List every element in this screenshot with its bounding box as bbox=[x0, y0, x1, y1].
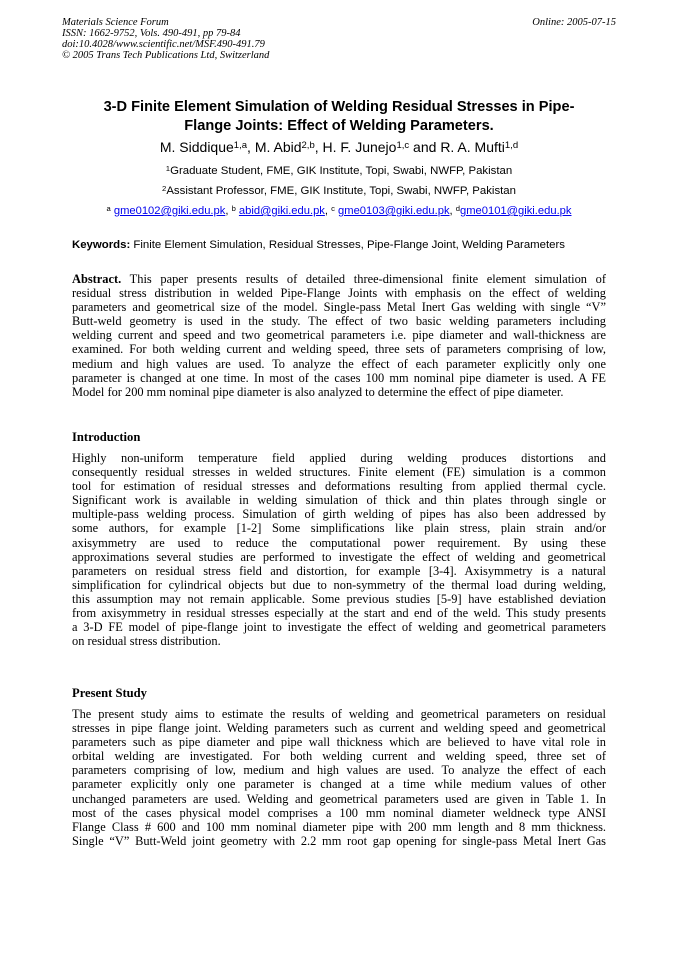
affiliation-marker: 2 bbox=[162, 183, 167, 193]
section-heading-introduction: Introduction bbox=[72, 430, 141, 444]
author-list bbox=[72, 137, 606, 157]
email-link[interactable]: gme0102@giki.edu.pk bbox=[113, 205, 226, 217]
paragraph-line: Highly non-uniform temperature field applied during welding produces distortions and bbox=[72, 451, 606, 465]
paragraph-line: approximations several studies are performed to investigate the effect of welding and geometrical bbox=[72, 549, 606, 564]
paragraph-line: this assumption may not remain applicable. Some previous studies [5-9] have established deviation bbox=[72, 591, 606, 606]
paragraph-line: stresses in pipe flange joint. Welding parameters such as current and welding speed and geometrical bbox=[72, 721, 606, 736]
email-link[interactable]: gme0103@giki.edu.pk bbox=[338, 205, 450, 217]
email-marker: a bbox=[106, 203, 111, 213]
affiliation-text: Graduate Student, FME, GIK Institute, Topi, Swabi, NWFP, Pakistan bbox=[170, 165, 513, 177]
doi-line: doi:10.4028/www.scientific.net/MSF.490-491.79 bbox=[62, 39, 265, 50]
abstract-line: Model for 200 mm nominal pipe diameter is also analyzed to determine the effect of pipe diameter. bbox=[72, 384, 564, 399]
online-date: Online: 2005-07-15 bbox=[532, 17, 616, 28]
introduction-paragraph bbox=[72, 451, 606, 648]
title-line: 3-D Finite Element Simulation of Welding Residual Stresses in Pipe- bbox=[103, 99, 575, 115]
author-separator: and bbox=[409, 139, 441, 155]
paragraph-line: Flange Class # 600 and 100 mm nominal diameter pipe with 200 mm length and 8 mm thickness. bbox=[72, 819, 606, 834]
affiliation-marker: 1 bbox=[165, 163, 171, 173]
paper-title bbox=[72, 98, 606, 136]
email-marker: c bbox=[331, 203, 335, 213]
paragraph-line: orbital welding are investigated. For both welding current and welding speed, three set of bbox=[72, 749, 606, 764]
paragraph-line: Significant work is available in welding simulation of thick and thin plates through single or bbox=[72, 493, 606, 508]
journal-header bbox=[62, 17, 269, 61]
abstract-line: welding current and speed and two geometrical parameters i.e. pipe diameter and wall-thickness are bbox=[72, 328, 606, 343]
paragraph-line: simplification for cylindrical objects but due to non-symmetry of the thermal load during welding, bbox=[72, 577, 606, 592]
paragraph-line: some authors, for example [1-2] Some simplifications like plain stress, plain strain and/or bbox=[72, 521, 606, 536]
paragraph-line: The present study aims to estimate the results of welding and geometrical parameters on residual bbox=[72, 707, 606, 721]
author-name: M. Abid bbox=[254, 139, 302, 155]
present-study-paragraph bbox=[72, 707, 606, 848]
issn-line: ISSN: 1662-9752, Vols. 490-491, pp 79-84 bbox=[62, 28, 241, 39]
abstract-line: Abstract. This paper presents results of detailed three-dimensional finite element simulation of bbox=[72, 272, 606, 286]
author-separator: , bbox=[314, 139, 323, 155]
author-affiliation-marker: 1,d bbox=[504, 139, 519, 151]
paragraph-line: a 3-D FE model of pipe-flange joint to investigate the effect of welding and geometrical parameters bbox=[72, 620, 606, 635]
section-heading-present-study: Present Study bbox=[72, 686, 147, 700]
abstract-line: medium and high values are used. To analyze the effect of each parameter explicitly only one bbox=[72, 356, 606, 371]
paragraph-line: unchanged parameters are used. Welding and geometrical parameters used are given in Table 1. In bbox=[72, 791, 606, 806]
email-marker: d bbox=[455, 203, 460, 213]
paragraph-line: from axisymmetry in residual stresses especially at the start and end of the weld. This study presents bbox=[72, 606, 606, 621]
paragraph-line: on residual stress distribution. bbox=[72, 634, 221, 649]
paragraph-line: consequently residual stresses in welded structures. Finite element (FE) simulation is a common bbox=[72, 465, 606, 480]
author-affiliation-marker: 1,a bbox=[233, 139, 248, 151]
paragraph-line: parameter explicitly only one parameter is changed at a time while medium values of other bbox=[72, 777, 606, 792]
keywords-label: Keywords: bbox=[72, 239, 131, 251]
abstract-line: Butt-weld geometry is used in the study. The effect of two basic welding parameters including bbox=[72, 314, 606, 329]
abstract-label: Abstract. bbox=[72, 272, 122, 286]
paragraph-line: multiple-pass welding process. Simulation of girth welding of pipes has also been addressed by bbox=[72, 507, 606, 522]
paragraph-line: parameters such as pipe diameter and pipe wall thickness which are believed to have vital role in bbox=[72, 735, 606, 750]
keywords-text: Finite Element Simulation, Residual Stresses, Pipe-Flange Joint, Welding Parameters bbox=[130, 239, 565, 251]
affiliation-text: Assistant Professor, FME, GIK Institute, Topi, Swabi, NWFP, Pakistan bbox=[166, 185, 516, 197]
keywords bbox=[72, 238, 606, 252]
author-name: M. Siddique bbox=[159, 139, 234, 155]
paragraph-line: axisymmetry are used to reduce the computational power requirement. By using these bbox=[72, 535, 606, 550]
email-list: $^a$ gme0102@giki.edu.pk, $^b$ abid@giki.edu.pk, $^c$ gme0103@giki.edu.pk, $^d$gme0101@giki.edu.pk bbox=[106, 203, 572, 217]
email-link[interactable]: gme0101@giki.edu.pk bbox=[460, 205, 572, 217]
abstract bbox=[72, 272, 606, 399]
journal-name: Materials Science Forum bbox=[62, 17, 169, 28]
affiliation bbox=[72, 164, 606, 178]
paragraph-line: parameters on residual stress field and distortion, for example [3-4]. Axisymmetry is a natural bbox=[72, 563, 606, 578]
paragraph-line: Single “V” Butt-Weld joint geometry with 2.2 mm root gap opening for single-pass Metal Inert Gas bbox=[72, 833, 606, 848]
abstract-line: parameters and geometrical size of the model. Single-pass Metal Inert Gas welding with single “V” bbox=[72, 300, 606, 315]
paragraph-line: most of the cases physical model comprises a 100 mm nominal diameter weldneck type ANSI bbox=[72, 805, 606, 820]
abstract-line: parameter is changed at one time. In most of the cases 100 mm nominal pipe diameter is used. A FE bbox=[72, 370, 606, 385]
paragraph-line: parameters comprising of low, medium and high values are used. To analyze the effect of each bbox=[72, 763, 606, 778]
author-affiliation-marker: 2,b bbox=[301, 139, 315, 151]
title-line: Flange Joints: Effect of Welding Parameters. bbox=[184, 118, 494, 134]
email-link[interactable]: abid@giki.edu.pk bbox=[238, 205, 325, 217]
paragraph-line: tool for estimation of residual stresses and deformations resulting from applied thermal cycle. bbox=[72, 479, 606, 494]
author-affiliation-marker: 1,c bbox=[396, 139, 410, 151]
author-name: R. A. Mufti bbox=[440, 139, 505, 155]
affiliation bbox=[72, 184, 606, 198]
author-name: H. F. Junejo bbox=[322, 139, 397, 155]
abstract-line: residual stress distribution in welded Pipe-Flange Joints with emphasis on the effect of welding bbox=[72, 286, 606, 301]
copyright-line: © 2005 Trans Tech Publications Ltd, Switzerland bbox=[62, 50, 270, 61]
abstract-line: examined. For both welding current and welding speed, three sets of parameters comprising of low, bbox=[72, 342, 606, 357]
author-separator: , bbox=[247, 139, 255, 155]
email-marker: b bbox=[231, 203, 236, 213]
